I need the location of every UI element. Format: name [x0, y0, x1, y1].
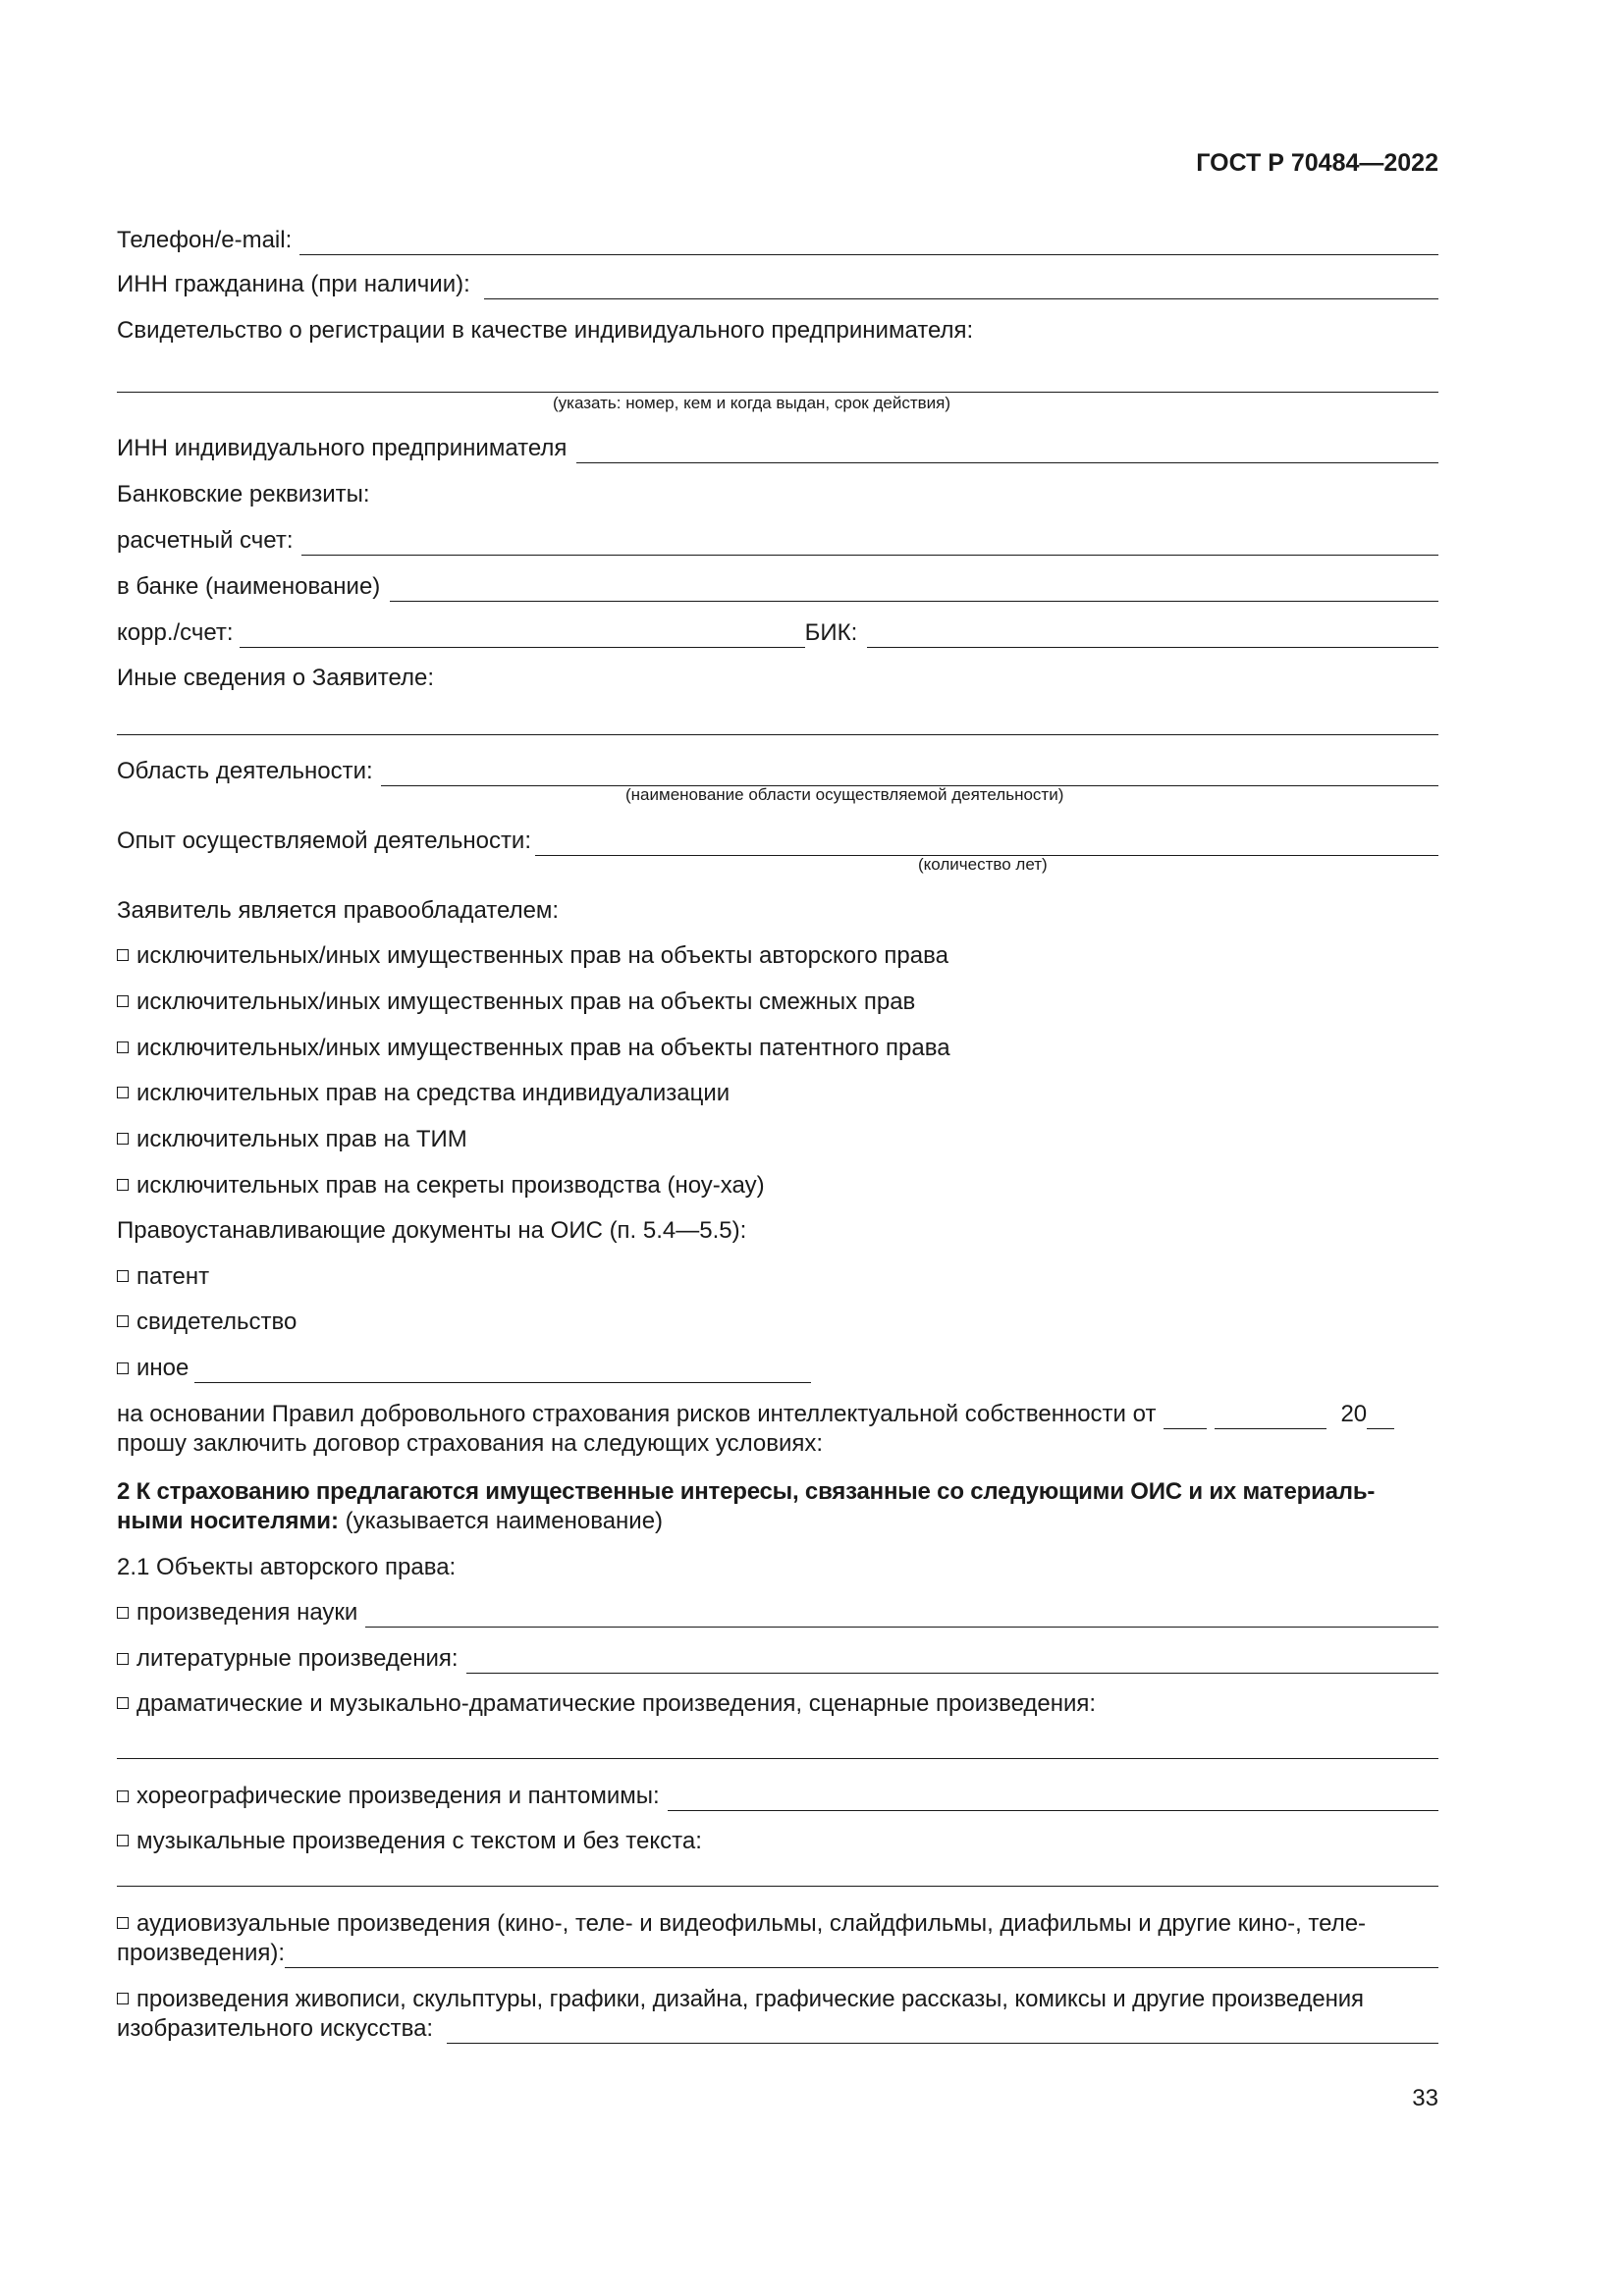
- basis-line-2: прошу заключить договор страхования на следующих условиях:: [117, 1430, 824, 1457]
- experience-row: [117, 827, 1438, 856]
- checkbox-icon[interactable]: [117, 1607, 129, 1619]
- basis-line: [117, 1400, 1438, 1429]
- inn-citizen-label: ИНН гражданина (при наличии):: [117, 271, 470, 297]
- phone-field[interactable]: [299, 235, 1438, 255]
- account-label: расчетный счет:: [117, 527, 294, 554]
- inn-ip-row: [117, 434, 1438, 463]
- inn-ip-field[interactable]: [576, 443, 1438, 463]
- rights-option: исключительных/иных имущественных прав на объекты смежных прав: [117, 988, 1438, 1017]
- checkbox-icon[interactable]: [117, 1917, 129, 1929]
- checkbox-icon[interactable]: [117, 1041, 129, 1053]
- inn-ip-label: ИНН индивидуального предпринимателя: [117, 435, 568, 461]
- checkbox-icon[interactable]: [117, 1179, 129, 1191]
- basis-year: 20: [1340, 1401, 1368, 1427]
- av-field[interactable]: [285, 1948, 1438, 1968]
- ip-cert-hint: (указать: номер, кем и когда выдан, срок действия): [553, 394, 950, 412]
- checkbox-icon[interactable]: [117, 1087, 129, 1098]
- bik-field[interactable]: [867, 627, 1438, 648]
- literary-field[interactable]: [466, 1653, 1438, 1674]
- area-label: Область деятельности:: [117, 758, 373, 784]
- checkbox-icon[interactable]: [117, 1270, 129, 1282]
- bank-label: в банке (наименование): [117, 573, 381, 600]
- docs-other-field[interactable]: [194, 1362, 811, 1383]
- dramatic-field[interactable]: [117, 1758, 1438, 1759]
- checkbox-icon[interactable]: [117, 1697, 129, 1709]
- checkbox-icon[interactable]: [117, 1993, 129, 2004]
- rights-option: исключительных прав на средства индивидуализации: [117, 1079, 1438, 1108]
- bank-field[interactable]: [390, 581, 1438, 602]
- other-info-field[interactable]: [117, 734, 1438, 735]
- document-page: [117, 0, 1438, 2296]
- checkbox-icon[interactable]: [117, 1835, 129, 1846]
- docs-title: Правоустанавливающие документы на ОИС (п. 5.4—5.5):: [117, 1217, 747, 1244]
- section2-heading: 2 К страхованию предлагаются имущественные интересы, связанные со следующими ОИС и их материаль-: [117, 1478, 1376, 1505]
- account-row: [117, 526, 1438, 556]
- ip-cert-field[interactable]: [117, 392, 1438, 393]
- art-field[interactable]: [447, 2023, 1438, 2044]
- choreo-field[interactable]: [668, 1790, 1438, 1811]
- docs-option-other: иное: [117, 1354, 1438, 1383]
- corr-bik-row: [117, 618, 1438, 648]
- bik-label: БИК:: [804, 619, 858, 646]
- science-row: произведения науки: [117, 1598, 1438, 1628]
- dramatic-row: драматические и музыкально-драматические произведения, сценарные произведения:: [117, 1689, 1438, 1719]
- section2-heading-cont: ными носителями: (указывается наименование): [117, 1508, 664, 1534]
- music-field[interactable]: [117, 1886, 1438, 1887]
- basis-text: на основании Правил добровольного страхования рисков интеллектуальной собственности от: [117, 1401, 1157, 1427]
- standard-number: ГОСТ Р 70484—2022: [1196, 149, 1438, 177]
- choreo-row: хореографические произведения и пантомимы:: [117, 1782, 1438, 1811]
- checkbox-icon[interactable]: [117, 1315, 129, 1327]
- checkbox-icon[interactable]: [117, 949, 129, 961]
- basis-year-field[interactable]: [1367, 1409, 1394, 1429]
- av-row: аудиовизуальные произведения (кино-, теле- и видеофильмы, слайдфильмы, диафильмы и другие кино-, теле-: [117, 1909, 1438, 1939]
- area-row: [117, 757, 1438, 786]
- experience-hint: (количество лет): [918, 855, 1048, 874]
- rights-option: исключительных/иных имущественных прав на объекты авторского права: [117, 941, 1438, 971]
- area-hint: (наименование области осуществляемой деятельности): [625, 785, 1064, 804]
- rights-option: исключительных прав на ТИМ: [117, 1125, 1438, 1154]
- docs-option: свидетельство: [117, 1308, 1438, 1337]
- rights-option: исключительных прав на секреты производства (ноу-хау): [117, 1171, 1438, 1201]
- phone-row: [117, 226, 1438, 255]
- inn-citizen-field[interactable]: [484, 279, 1438, 299]
- basis-day-field[interactable]: [1164, 1409, 1207, 1429]
- art-row: произведения живописи, скульптуры, графики, дизайна, графические рассказы, комиксы и другие произведения: [117, 1985, 1438, 2014]
- account-field[interactable]: [301, 535, 1439, 556]
- art-row-cont: изобразительного искусства:: [117, 2014, 1438, 2044]
- bank-row: [117, 572, 1438, 602]
- page-number: 33: [1412, 2085, 1438, 2111]
- checkbox-icon[interactable]: [117, 1790, 129, 1802]
- checkbox-icon[interactable]: [117, 1133, 129, 1145]
- experience-field[interactable]: [535, 835, 1438, 856]
- subsection-2-1: 2.1 Объекты авторского права:: [117, 1554, 457, 1580]
- checkbox-icon[interactable]: [117, 1362, 129, 1374]
- area-field[interactable]: [381, 766, 1438, 786]
- av-row-cont: произведения):: [117, 1939, 1438, 1968]
- bank-details-label: Банковские реквизиты:: [117, 481, 370, 507]
- checkbox-icon[interactable]: [117, 995, 129, 1007]
- other-info-label: Иные сведения о Заявителе:: [117, 665, 435, 691]
- experience-label: Опыт осуществляемой деятельности:: [117, 828, 532, 854]
- literary-row: литературные произведения:: [117, 1644, 1438, 1674]
- music-row: музыкальные произведения с текстом и без текста:: [117, 1827, 1438, 1856]
- rights-title: Заявитель является правообладателем:: [117, 897, 560, 924]
- rights-option: исключительных/иных имущественных прав на объекты патентного права: [117, 1034, 1438, 1063]
- basis-month-field[interactable]: [1215, 1409, 1326, 1429]
- corr-label: корр./счет:: [117, 619, 234, 646]
- docs-option: патент: [117, 1262, 1438, 1292]
- science-field[interactable]: [365, 1607, 1438, 1628]
- corr-field[interactable]: [240, 627, 805, 648]
- phone-label: Телефон/e-mail:: [117, 227, 293, 253]
- ip-cert-label: Свидетельство о регистрации в качестве индивидуального предпринимателя:: [117, 317, 974, 344]
- checkbox-icon[interactable]: [117, 1653, 129, 1665]
- inn-citizen-row: [117, 270, 1438, 299]
